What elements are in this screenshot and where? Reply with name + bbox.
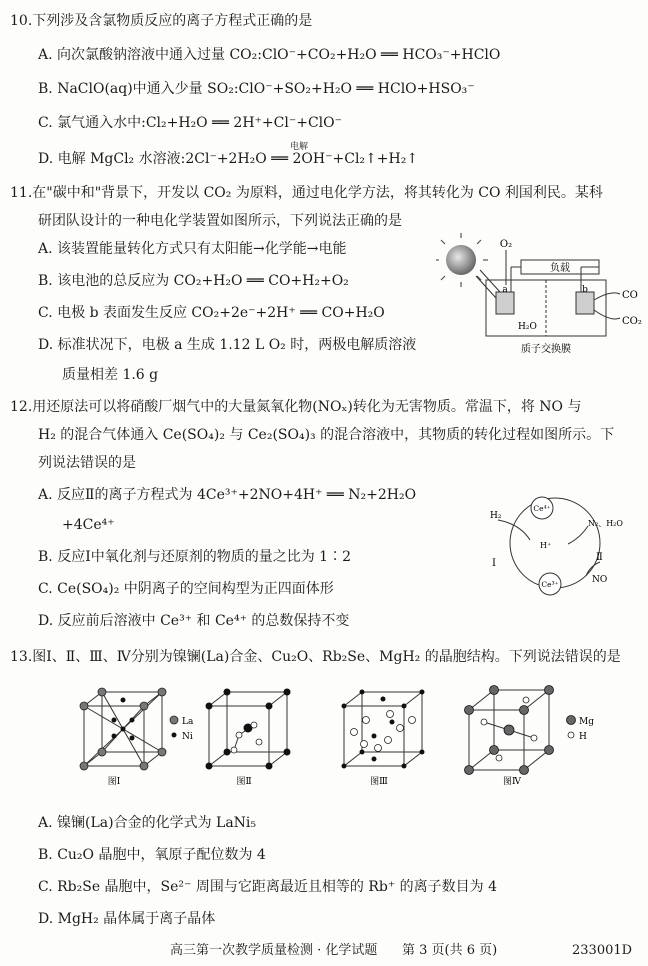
la-legend: La (182, 717, 194, 727)
n2-h2o-label: N₂、H₂O (588, 519, 623, 528)
q13-option-b: B. Cu₂O 晶胞中，氧原子配位数为 4 (38, 847, 266, 863)
q11-option-b: B. 该电池的总反应为 CO₂+H₂O ══ CO+H₂+O₂ (38, 273, 349, 289)
q12-option-d: D. 反应前后溶液中 Ce³⁺ 和 Ce⁴⁺ 的总数保持不变 (38, 613, 350, 629)
no-label: NO (592, 575, 608, 585)
q10-option-a: A. 向次氯酸钠溶液中通入过量 CO₂:ClO⁻+CO₂+H₂O ══ HCO₃⁻+HClO (38, 47, 501, 63)
load-label: 负载 (550, 263, 570, 274)
q11-stem-line1: 11.在"碳中和"背景下，开发以 CO₂ 为原料，通过电化学方法，将其转化为 CO 利国利民。某科 (10, 185, 603, 201)
electrochemical-cell-figure (436, 230, 646, 360)
fig2-caption: 图Ⅱ (236, 777, 252, 787)
co2-label: CO₂ (622, 316, 642, 327)
sun-icon (436, 233, 488, 287)
ce4-label: Ce⁴⁺ (533, 504, 551, 513)
q10-option-c: C. 氯气通入水中:Cl₂+H₂O ══ 2H⁺+Cl⁻+ClO⁻ (38, 115, 343, 131)
electrode-b-label: b (582, 285, 588, 295)
redox-cycle-figure (480, 488, 640, 608)
q10-option-d: D. 电解 MgCl₂ 水溶液:2Cl⁻+2H₂O ══ 2OH⁻+Cl₂↑+H₂↑ (38, 151, 419, 167)
q11-option-d-line2: 质量相差 1.6 g (62, 367, 159, 383)
footer-page-number: 第 3 页(共 6 页) (402, 943, 498, 958)
o2-label: O₂ (499, 239, 513, 250)
q10-stem: 10.下列涉及含氯物质反应的离子方程式正确的是 (10, 13, 313, 29)
q12-stem-line2: H₂ 的混合气体通入 Ce(SO₄)₂ 与 Ce₂(SO₄)₃ 的混合溶液中，其物质的转化过程如图所示。下 (38, 427, 615, 443)
q11-option-a: A. 该装置能量转化方式只有太阳能→化学能→电能 (38, 241, 347, 257)
q10-option-b: B. NaClO(aq)中通入少量 SO₂:ClO⁻+SO₂+H₂O ══ HClO+HSO₃⁻ (38, 81, 475, 97)
co-label: CO (622, 290, 638, 301)
reaction-1-label: Ⅰ (492, 558, 496, 569)
q11-stem-line2: 研团队设计的一种电化学装置如图所示，下列说法正确的是 (38, 213, 402, 229)
ni-legend: Ni (182, 732, 193, 742)
q13-option-c: C. Rb₂Se 晶胞中，Se²⁻ 周围与它距离最近且相等的 Rb⁺ 的离子数目为 4 (38, 879, 498, 895)
q12-option-b: B. 反应Ⅰ中氧化剂与还原剂的物质的量之比为 1∶2 (38, 549, 351, 565)
electrode-a-label: a (502, 285, 508, 295)
q13-stem: 13.图Ⅰ、Ⅱ、Ⅲ、Ⅳ分别为镍镧(La)合金、Cu₂O、Rb₂Se、MgH₂ 的晶胞结构。下列说法错误的是 (10, 649, 621, 665)
h2o-label: H₂O (518, 322, 537, 332)
footer-title: 高三第一次教学质量检测 · 化学试题 (170, 943, 378, 958)
fig4-caption: 图Ⅳ (503, 777, 521, 787)
q13-option-a: A. 镍镧(La)合金的化学式为 LaNi₅ (38, 815, 257, 831)
reaction-2-label: Ⅱ (596, 552, 603, 563)
footer-code: 233001D (572, 943, 633, 958)
q11-option-d-line1: D. 标准状况下，电极 a 生成 1.12 L O₂ 时，两极电解质溶液 (38, 337, 417, 353)
q10-d-electrolysis-label: 电解 (290, 142, 309, 152)
h2-label: H₂ (490, 511, 502, 521)
q12-option-a-line1: A. 反应Ⅱ的离子方程式为 4Ce³⁺+2NO+4H⁺ ══ N₂+2H₂O (38, 487, 417, 503)
q12-stem-line1: 12.用还原法可以将硝酸厂烟气中的大量氮氧化物(NOₓ)转化为无害物质。常温下，将 NO 与 (10, 399, 582, 415)
mg-legend: Mg (579, 717, 594, 727)
h-legend: H (579, 732, 587, 742)
ce3-label: Ce³⁺ (541, 580, 559, 589)
q11-option-c: C. 电极 b 表面发生反应 CO₂+2e⁻+2H⁺ ══ CO+H₂O (38, 305, 385, 321)
fig3-caption: 图Ⅲ (370, 777, 388, 787)
q12-option-a-line2: +4Ce⁴⁺ (62, 517, 115, 533)
q12-option-c: C. Ce(SO₄)₂ 中阴离子的空间构型为正四面体形 (38, 581, 334, 597)
crystal-structures-figure (74, 680, 594, 790)
h-plus-label: H⁺ (540, 541, 552, 550)
q12-stem-line3: 列说法错误的是 (38, 455, 136, 471)
fig1-caption: 图Ⅰ (107, 777, 121, 787)
proton-membrane-caption: 质子交换膜 (521, 344, 571, 355)
q13-option-d: D. MgH₂ 晶体属于离子晶体 (38, 911, 216, 927)
